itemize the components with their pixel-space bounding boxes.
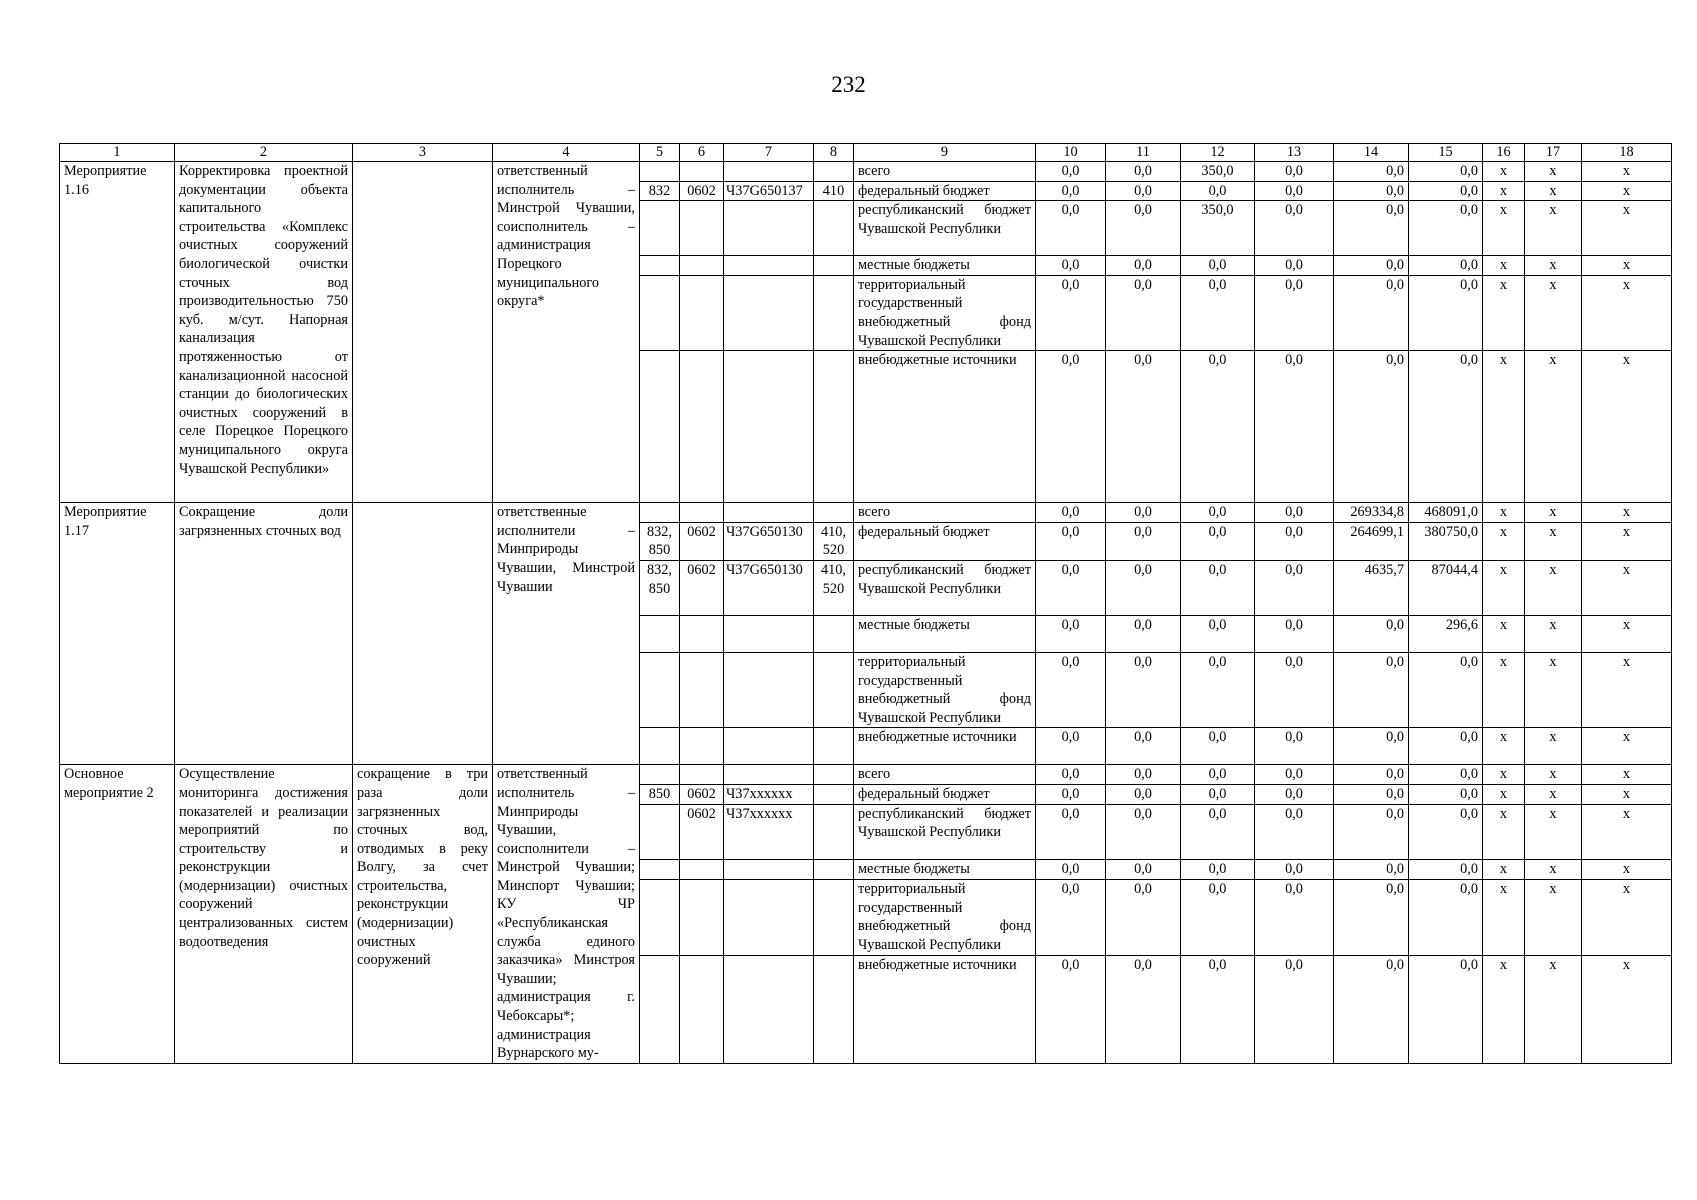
value-cell: x [1582, 955, 1672, 1063]
target-article-cell [724, 860, 814, 880]
event-name-cell: Мероприятие 1.16 [60, 162, 175, 503]
value-cell: 0,0 [1334, 860, 1409, 880]
value-cell: 0,0 [1255, 503, 1334, 523]
funding-source-cell: федеральный бюджет [854, 522, 1036, 560]
value-cell: 0,0 [1106, 560, 1181, 615]
target-cell: сокращение в три раза доли загрязненных сточных вод, отводимых в реку Волгу, за счет строительства, реконструкции (модернизации) очистных сооружений [353, 765, 493, 1064]
value-cell: x [1483, 615, 1525, 652]
value-cell: x [1582, 804, 1672, 859]
value-cell: 0,0 [1036, 860, 1106, 880]
value-cell: 0,0 [1036, 728, 1106, 765]
section-code-cell [680, 955, 724, 1063]
value-cell: 0,0 [1106, 201, 1181, 256]
value-cell: 380750,0 [1409, 522, 1483, 560]
column-header: 17 [1525, 144, 1582, 162]
value-cell: 0,0 [1409, 162, 1483, 182]
value-cell: 0,0 [1036, 162, 1106, 182]
expense-type-cell: 410, 520 [814, 560, 854, 615]
section-code-cell [680, 879, 724, 955]
value-cell: 0,0 [1334, 256, 1409, 276]
column-header: 13 [1255, 144, 1334, 162]
budget-code-cell [640, 765, 680, 785]
value-cell: 0,0 [1106, 860, 1181, 880]
value-cell: x [1582, 275, 1672, 350]
budget-code-cell [640, 728, 680, 765]
column-header: 2 [175, 144, 353, 162]
value-cell: 0,0 [1409, 804, 1483, 859]
event-description-cell: Сокращение доли загрязненных сточных вод [175, 503, 353, 765]
value-cell: x [1525, 615, 1582, 652]
value-cell: 0,0 [1255, 162, 1334, 182]
budget-code-cell [640, 256, 680, 276]
value-cell: 0,0 [1036, 879, 1106, 955]
value-cell: 0,0 [1036, 256, 1106, 276]
value-cell: 0,0 [1181, 503, 1255, 523]
value-cell: x [1582, 652, 1672, 727]
budget-code-cell [640, 879, 680, 955]
column-header: 1 [60, 144, 175, 162]
value-cell: 0,0 [1409, 351, 1483, 503]
value-cell: 0,0 [1036, 785, 1106, 805]
target-article-cell [724, 728, 814, 765]
funding-source-cell: федеральный бюджет [854, 181, 1036, 201]
value-cell: 0,0 [1255, 560, 1334, 615]
value-cell: 0,0 [1106, 275, 1181, 350]
funding-source-cell: всего [854, 162, 1036, 182]
column-header: 9 [854, 144, 1036, 162]
value-cell: x [1525, 275, 1582, 350]
section-code-cell [680, 860, 724, 880]
expense-type-cell [814, 351, 854, 503]
section-code-cell: 0602 [680, 560, 724, 615]
value-cell: 0,0 [1106, 256, 1181, 276]
value-cell: 0,0 [1334, 351, 1409, 503]
value-cell: x [1582, 181, 1672, 201]
budget-code-cell [640, 615, 680, 652]
section-code-cell: 0602 [680, 181, 724, 201]
value-cell: 0,0 [1106, 181, 1181, 201]
column-header: 5 [640, 144, 680, 162]
funding-source-cell: территориальный государственный внебюджетный фонд Чувашской Республики [854, 879, 1036, 955]
value-cell: x [1582, 728, 1672, 765]
value-cell: 0,0 [1255, 181, 1334, 201]
value-cell: 0,0 [1255, 804, 1334, 859]
expense-type-cell [814, 615, 854, 652]
value-cell: 0,0 [1106, 955, 1181, 1063]
value-cell: 269334,8 [1334, 503, 1409, 523]
value-cell: x [1525, 765, 1582, 785]
target-article-cell [724, 652, 814, 727]
section-code-cell [680, 652, 724, 727]
value-cell: 0,0 [1334, 201, 1409, 256]
value-cell: 0,0 [1255, 860, 1334, 880]
value-cell: 0,0 [1409, 275, 1483, 350]
target-article-cell [724, 256, 814, 276]
value-cell: 0,0 [1036, 522, 1106, 560]
value-cell: 0,0 [1181, 860, 1255, 880]
value-cell: 0,0 [1181, 785, 1255, 805]
value-cell: 0,0 [1334, 652, 1409, 727]
funding-source-cell: республиканский бюджет Чувашской Республики [854, 560, 1036, 615]
value-cell: 0,0 [1409, 728, 1483, 765]
value-cell: 0,0 [1181, 256, 1255, 276]
value-cell: 0,0 [1334, 728, 1409, 765]
value-cell: x [1525, 785, 1582, 805]
value-cell: x [1483, 256, 1525, 276]
value-cell: 0,0 [1106, 615, 1181, 652]
value-cell: 0,0 [1036, 652, 1106, 727]
value-cell: x [1483, 652, 1525, 727]
funding-source-cell: территориальный государственный внебюджетный фонд Чувашской Республики [854, 652, 1036, 727]
value-cell: 0,0 [1255, 351, 1334, 503]
value-cell: x [1582, 351, 1672, 503]
value-cell: 0,0 [1106, 879, 1181, 955]
value-cell: x [1525, 181, 1582, 201]
value-cell: 264699,1 [1334, 522, 1409, 560]
value-cell: x [1483, 955, 1525, 1063]
value-cell: x [1582, 785, 1672, 805]
value-cell: 0,0 [1106, 351, 1181, 503]
header-row [60, 144, 1672, 162]
funding-source-cell: местные бюджеты [854, 860, 1036, 880]
value-cell: x [1582, 615, 1672, 652]
table-row [60, 162, 1672, 182]
value-cell: 0,0 [1036, 955, 1106, 1063]
budget-code-cell: 832 [640, 181, 680, 201]
column-header: 18 [1582, 144, 1672, 162]
target-cell [353, 162, 493, 503]
value-cell: 0,0 [1409, 765, 1483, 785]
table-row [60, 765, 1672, 785]
target-article-cell [724, 275, 814, 350]
target-article-cell: Ч37xxxxxx [724, 785, 814, 805]
column-header: 3 [353, 144, 493, 162]
value-cell: 0,0 [1334, 955, 1409, 1063]
value-cell: x [1582, 256, 1672, 276]
column-header: 11 [1106, 144, 1181, 162]
value-cell: 0,0 [1334, 804, 1409, 859]
value-cell: 0,0 [1334, 275, 1409, 350]
value-cell: 468091,0 [1409, 503, 1483, 523]
value-cell: 0,0 [1409, 652, 1483, 727]
value-cell: 0,0 [1181, 615, 1255, 652]
value-cell: 0,0 [1409, 860, 1483, 880]
section-code-cell: 0602 [680, 522, 724, 560]
section-code-cell [680, 615, 724, 652]
value-cell: 350,0 [1181, 162, 1255, 182]
value-cell: 0,0 [1255, 879, 1334, 955]
column-header: 12 [1181, 144, 1255, 162]
budget-code-cell [640, 955, 680, 1063]
value-cell: 0,0 [1106, 785, 1181, 805]
value-cell: x [1483, 162, 1525, 182]
expense-type-cell [814, 955, 854, 1063]
event-description-cell: Корректировка проектной документации объекта капитального строительства «Комплекс очистных сооружений биологической очистки сточных вод производительностью 750 куб. м/сут. Напорная канализация протяженностью от канализационной насосной станции до биологических очистных сооружений в селе Порецкое Порецкого муниципального округа Чувашской Республики» [175, 162, 353, 503]
value-cell: 0,0 [1036, 615, 1106, 652]
value-cell: 0,0 [1106, 728, 1181, 765]
target-article-cell: Ч37G650137 [724, 181, 814, 201]
expense-type-cell [814, 728, 854, 765]
value-cell: 0,0 [1036, 201, 1106, 256]
funding-source-cell: республиканский бюджет Чувашской Республики [854, 804, 1036, 859]
budget-code-cell [640, 860, 680, 880]
value-cell: x [1525, 804, 1582, 859]
section-code-cell [680, 275, 724, 350]
value-cell: x [1483, 351, 1525, 503]
value-cell: 0,0 [1181, 181, 1255, 201]
funding-source-cell: местные бюджеты [854, 615, 1036, 652]
value-cell: 0,0 [1409, 256, 1483, 276]
value-cell: x [1483, 785, 1525, 805]
value-cell: x [1483, 728, 1525, 765]
value-cell: 0,0 [1036, 275, 1106, 350]
column-header: 15 [1409, 144, 1483, 162]
value-cell: 0,0 [1036, 503, 1106, 523]
target-article-cell: Ч37G650130 [724, 522, 814, 560]
value-cell: x [1483, 201, 1525, 256]
budget-code-cell [640, 351, 680, 503]
value-cell: 0,0 [1334, 181, 1409, 201]
budget-code-cell [640, 503, 680, 523]
funding-source-cell: федеральный бюджет [854, 785, 1036, 805]
value-cell: x [1525, 503, 1582, 523]
value-cell: 0,0 [1255, 275, 1334, 350]
value-cell: 0,0 [1106, 804, 1181, 859]
value-cell: 0,0 [1334, 615, 1409, 652]
value-cell: 0,0 [1334, 785, 1409, 805]
column-header: 4 [493, 144, 640, 162]
table-row [60, 503, 1672, 523]
value-cell: x [1483, 804, 1525, 859]
value-cell: 0,0 [1181, 765, 1255, 785]
value-cell: 4635,7 [1334, 560, 1409, 615]
value-cell: 0,0 [1334, 879, 1409, 955]
value-cell: x [1525, 560, 1582, 615]
value-cell: x [1525, 522, 1582, 560]
expense-type-cell: 410 [814, 181, 854, 201]
executors-cell: ответственные исполнители – Минприроды Чувашии, Минстрой Чувашии [493, 503, 640, 765]
target-article-cell [724, 201, 814, 256]
value-cell: 0,0 [1181, 652, 1255, 727]
value-cell: 0,0 [1106, 652, 1181, 727]
column-header: 8 [814, 144, 854, 162]
value-cell: 0,0 [1255, 256, 1334, 276]
value-cell: 0,0 [1036, 765, 1106, 785]
value-cell: 0,0 [1181, 955, 1255, 1063]
funding-source-cell: внебюджетные источники [854, 351, 1036, 503]
target-article-cell [724, 615, 814, 652]
value-cell: 0,0 [1334, 162, 1409, 182]
expense-type-cell [814, 785, 854, 805]
funding-source-cell: внебюджетные источники [854, 955, 1036, 1063]
value-cell: 0,0 [1409, 955, 1483, 1063]
budget-code-cell: 850 [640, 785, 680, 805]
value-cell: x [1582, 201, 1672, 256]
funding-source-cell: всего [854, 765, 1036, 785]
value-cell: 0,0 [1106, 522, 1181, 560]
value-cell: 0,0 [1036, 181, 1106, 201]
value-cell: x [1582, 879, 1672, 955]
section-code-cell [680, 728, 724, 765]
value-cell: x [1525, 955, 1582, 1063]
event-name-cell: Основное мероприятие 2 [60, 765, 175, 1064]
expense-type-cell: 410, 520 [814, 522, 854, 560]
executors-cell: ответственный исполнитель – Минстрой Чувашии, соисполнитель – администрация Порецкого муниципального округа* [493, 162, 640, 503]
column-header: 14 [1334, 144, 1409, 162]
value-cell: 87044,4 [1409, 560, 1483, 615]
value-cell: x [1483, 522, 1525, 560]
funding-source-cell: местные бюджеты [854, 256, 1036, 276]
value-cell: 0,0 [1255, 201, 1334, 256]
expense-type-cell [814, 275, 854, 350]
value-cell: 0,0 [1036, 804, 1106, 859]
value-cell: 0,0 [1409, 201, 1483, 256]
value-cell: 0,0 [1106, 162, 1181, 182]
expense-type-cell [814, 804, 854, 859]
target-cell [353, 503, 493, 765]
value-cell: x [1483, 860, 1525, 880]
value-cell: 0,0 [1181, 879, 1255, 955]
value-cell: 0,0 [1181, 804, 1255, 859]
value-cell: x [1582, 162, 1672, 182]
target-article-cell [724, 162, 814, 182]
value-cell: 0,0 [1409, 879, 1483, 955]
value-cell: x [1525, 652, 1582, 727]
expense-type-cell [814, 162, 854, 182]
value-cell: x [1483, 181, 1525, 201]
value-cell: 0,0 [1255, 955, 1334, 1063]
value-cell: x [1483, 765, 1525, 785]
value-cell: 0,0 [1106, 503, 1181, 523]
value-cell: 350,0 [1181, 201, 1255, 256]
column-header: 6 [680, 144, 724, 162]
value-cell: x [1483, 275, 1525, 350]
target-article-cell [724, 879, 814, 955]
value-cell: 0,0 [1255, 522, 1334, 560]
target-article-cell [724, 503, 814, 523]
funding-source-cell: территориальный государственный внебюджетный фонд Чувашской Республики [854, 275, 1036, 350]
expense-type-cell [814, 201, 854, 256]
value-cell: 0,0 [1334, 765, 1409, 785]
value-cell: 0,0 [1036, 351, 1106, 503]
funding-source-cell: всего [854, 503, 1036, 523]
table-body [60, 162, 1672, 1064]
value-cell: 0,0 [1181, 522, 1255, 560]
target-article-cell [724, 351, 814, 503]
value-cell: 296,6 [1409, 615, 1483, 652]
funding-source-cell: внебюджетные источники [854, 728, 1036, 765]
budget-code-cell [640, 162, 680, 182]
section-code-cell [680, 162, 724, 182]
budget-code-cell [640, 652, 680, 727]
budget-code-cell [640, 804, 680, 859]
value-cell: 0,0 [1181, 728, 1255, 765]
value-cell: x [1525, 162, 1582, 182]
funding-source-cell: республиканский бюджет Чувашской Республики [854, 201, 1036, 256]
value-cell: 0,0 [1106, 765, 1181, 785]
value-cell: 0,0 [1409, 785, 1483, 805]
section-code-cell: 0602 [680, 785, 724, 805]
expense-type-cell [814, 879, 854, 955]
section-code-cell [680, 201, 724, 256]
section-code-cell [680, 503, 724, 523]
value-cell: x [1582, 765, 1672, 785]
value-cell: x [1483, 503, 1525, 523]
value-cell: x [1483, 560, 1525, 615]
column-header: 10 [1036, 144, 1106, 162]
expense-type-cell [814, 256, 854, 276]
value-cell: x [1582, 860, 1672, 880]
target-article-cell: Ч37xxxxxx [724, 804, 814, 859]
value-cell: 0,0 [1036, 560, 1106, 615]
value-cell: x [1525, 879, 1582, 955]
target-article-cell [724, 955, 814, 1063]
event-description-cell: Осуществление мониторинга достижения показателей и реализации мероприятий по строительству и реконструкции (модернизации) очистных сооружений централизованных систем водоотведения [175, 765, 353, 1064]
budget-code-cell [640, 275, 680, 350]
value-cell: x [1582, 503, 1672, 523]
value-cell: x [1483, 879, 1525, 955]
value-cell: 0,0 [1181, 275, 1255, 350]
budget-code-cell [640, 201, 680, 256]
section-code-cell [680, 351, 724, 503]
event-name-cell: Мероприятие 1.17 [60, 503, 175, 765]
expense-type-cell [814, 860, 854, 880]
value-cell: 0,0 [1255, 765, 1334, 785]
target-article-cell [724, 765, 814, 785]
section-code-cell [680, 256, 724, 276]
value-cell: x [1525, 256, 1582, 276]
budget-table [59, 143, 1672, 1064]
value-cell: 0,0 [1255, 652, 1334, 727]
section-code-cell [680, 765, 724, 785]
value-cell: 0,0 [1255, 728, 1334, 765]
page-number: 232 [831, 72, 866, 97]
budget-code-cell: 832, 850 [640, 522, 680, 560]
value-cell: 0,0 [1255, 785, 1334, 805]
expense-type-cell [814, 503, 854, 523]
section-code-cell: 0602 [680, 804, 724, 859]
value-cell: x [1582, 560, 1672, 615]
value-cell: 0,0 [1409, 181, 1483, 201]
value-cell: x [1525, 728, 1582, 765]
value-cell: 0,0 [1255, 615, 1334, 652]
column-header: 16 [1483, 144, 1525, 162]
value-cell: 0,0 [1181, 351, 1255, 503]
executors-cell: ответственный исполнитель – Минприроды Чувашии, соисполнители – Минстрой Чувашии; Минспорт Чувашии; КУ ЧР «Республиканская служба единого заказчика» Минстроя Чувашии; администрация г. Чебоксары*; администрация Вурнарского му- [493, 765, 640, 1064]
value-cell: x [1525, 201, 1582, 256]
expense-type-cell [814, 765, 854, 785]
column-header: 7 [724, 144, 814, 162]
value-cell: x [1582, 522, 1672, 560]
value-cell: x [1525, 351, 1582, 503]
target-article-cell: Ч37G650130 [724, 560, 814, 615]
value-cell: 0,0 [1181, 560, 1255, 615]
expense-type-cell [814, 652, 854, 727]
value-cell: x [1525, 860, 1582, 880]
budget-code-cell: 832, 850 [640, 560, 680, 615]
